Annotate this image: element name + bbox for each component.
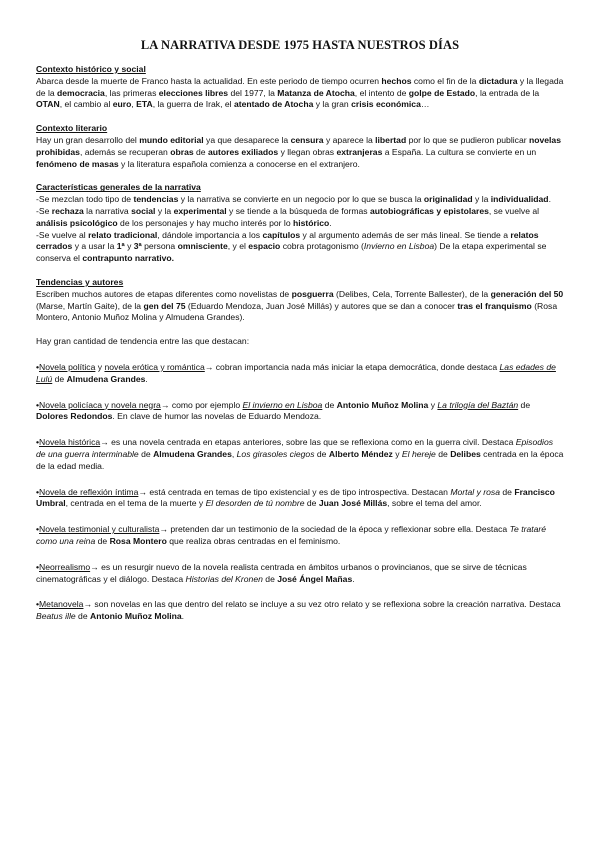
- list-item: •Neorrealismo→ es un resurgir nuevo de la novela realista centrada en ámbitos urbanos o provincianos, que se sirve de técnicas cinematográficas y el diálogo. Destaca Historias del Kronen de José Ángel Mañas.: [36, 561, 527, 584]
- section-general-features: [36, 182, 564, 265]
- paragraph: Hay un gran desarrollo del mundo editorial ya que desaparece la censura y aparece la libertad por lo que se pudieron publicar novelas prohibidas, además se recuperan obras de autores exiliados y llegan obras extranjeras a España. La cultura se convierte en un fenómeno de masas y la literatura española comienza a conocerse en el extranjero.: [36, 134, 561, 169]
- section-literary-context: [36, 123, 564, 170]
- document-body: [36, 64, 564, 623]
- section-heading: Características generales de la narrativa: [36, 182, 201, 193]
- paragraph: -Se vuelve al relato tradicional, dándole importancia a los capítulos y al argumento además de ser más lineal. Se tiende a relatos cerrados y a usar la 1ª y 3ª persona omnisciente, y el espacio cobra protagonismo (Invierno en Lisboa) De la etapa experimental se conserva el contrapunto narrativo.: [36, 229, 547, 264]
- list-item: •Novela policíaca y novela negra→ como por ejemplo El invierno en Lisboa de Antonio Muñoz Molina y La trilogía del Baztán de Dolores Redondos. En clave de humor las novelas de Eduardo Mendoza.: [36, 399, 531, 422]
- list-item: •Novela política y novela erótica y romántica→ cobran importancia nada más iniciar la etapa democrática, donde destaca Las edades de Lulú de Almudena Grandes.: [36, 361, 556, 384]
- list-item: •Metanovela→ son novelas en las que dentro del relato se incluye a su vez otro relato y se reflexiona sobre la creación narrativa. Destaca Beatus ille de Antonio Muñoz Molina.: [36, 599, 561, 622]
- page-title: LA NARRATIVA DESDE 1975 HASTA NUESTROS DÍAS: [140, 38, 460, 52]
- paragraph: Abarca desde la muerte de Franco hasta la actualidad. En este periodo de tiempo ocurren hechos como el fin de la dictadura y la llegada de la democracia, las primeras elecciones libres del 1977, la Matanza de Atocha, el intento de golpe de Estado, la entrada de la OTAN, el cambio al euro, ETA, la guerra de Irak, el atentado de Atocha y la gran crisis económica…: [36, 75, 564, 110]
- paragraph: Hay gran cantidad de tendencia entre las que destacan:: [36, 336, 250, 347]
- section-heading: Tendencias y autores: [36, 276, 124, 287]
- section-trends-authors: [36, 277, 564, 348]
- paragraph: Escriben muchos autores de etapas diferentes como novelistas de posguerra (Delibes, Cela, Torrente Ballester), de la generación del 50 (Marse, Martín Gaite), de la gen del 75 (Eduardo Mendoza, Juan José Millás) y autores que se dan a conocer tras el franquismo (Rosa Montero, Antonio Muñoz Molina y Almudena Grandes).: [36, 288, 564, 323]
- paragraph: -Se mezclan todo tipo de tendencias y la narrativa se convierte en un negocio por lo que se busca la originalidad y la individualidad.: [36, 194, 551, 205]
- list-item: •Novela histórica→ es una novela centrada en etapas anteriores, sobre las que se reflexiona como en la guerra civil. Destaca Episodios de una guerra interminable de Almudena Grandes, Los girasoles ciegos de Alberto Méndez y El hereje de Delibes centrada en la época de la edad media.: [36, 437, 564, 471]
- section-historical-context: [36, 64, 564, 111]
- list-item: •Novela de reflexión íntima→ está centrada en temas de tipo existencial y es de tipo introspectiva. Destacan Mortal y rosa de Francisco Umbral, centrada en el tema de la muerte y El desorden de tú nombre de Juan José Millás, sobre el tema del amor.: [36, 486, 555, 509]
- paragraph: -Se rechaza la narrativa social y la experimental y se tiende a la búsqueda de formas autobiográficas y epistolares, se vuelve al análisis psicológico de los personajes y hay mucho interés por lo histórico.: [36, 205, 540, 228]
- section-heading: Contexto literario: [36, 123, 108, 134]
- section-heading: Contexto histórico y social: [36, 64, 146, 74]
- list-item: •Novela testimonial y culturalista→ pretenden dar un testimonio de la sociedad de la época y reflexionar sobre ella. Destaca Te trataré como una reina de Rosa Montero que realiza obras centradas en el feminismo.: [36, 524, 547, 546]
